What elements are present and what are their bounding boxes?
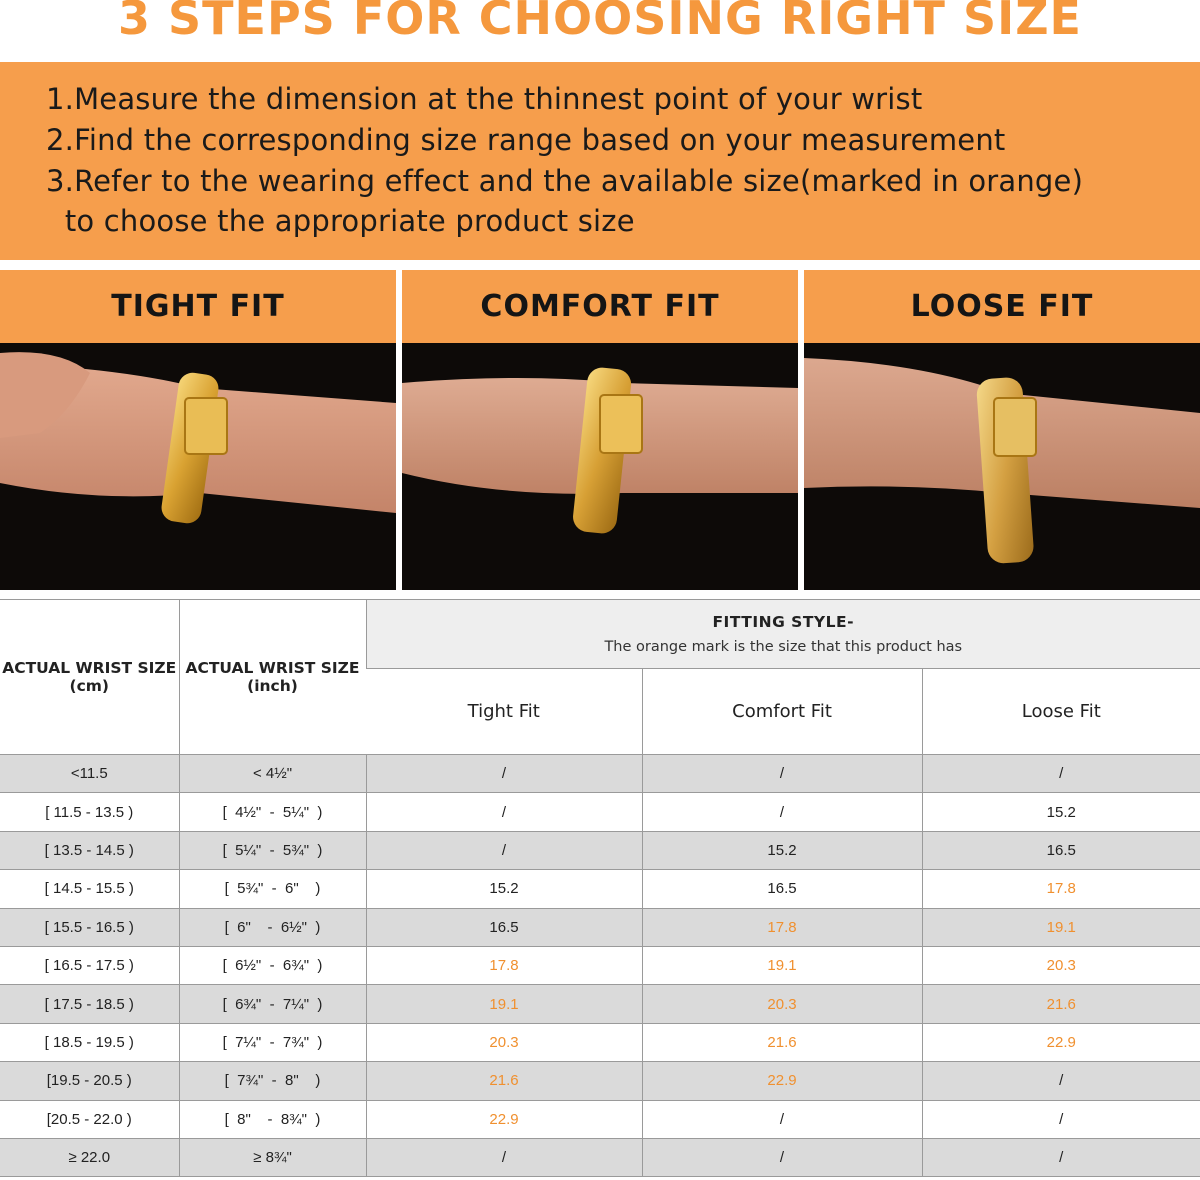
table-row <box>0 985 1200 1023</box>
cell-tight-fit: / <box>366 755 642 793</box>
step-1: 1.Measure the dimension at the thinnest point of your wrist <box>46 82 923 116</box>
column-header-tight-fit: Tight Fit <box>366 669 642 755</box>
table-row <box>0 755 1200 793</box>
cell-loose-fit: 17.8 <box>922 870 1200 908</box>
table-row <box>0 946 1200 984</box>
table-row <box>0 793 1200 831</box>
cell-cm: [ 16.5 - 17.5 ) <box>0 946 179 984</box>
cell-comfort-fit: / <box>642 1138 922 1176</box>
table-row <box>0 908 1200 946</box>
step-3-continued: to choose the appropriate product size <box>46 204 635 238</box>
cell-loose-fit: 20.3 <box>922 946 1200 984</box>
cell-comfort-fit: 19.1 <box>642 946 922 984</box>
cell-tight-fit: 22.9 <box>366 1100 642 1138</box>
comfort-fit-heading: COMFORT FIT <box>402 270 798 343</box>
fitting-style-subtitle: The orange mark is the size that this product has <box>604 639 963 655</box>
cell-comfort-fit: / <box>642 755 922 793</box>
cell-loose-fit: 19.1 <box>922 908 1200 946</box>
cell-comfort-fit: 16.5 <box>642 870 922 908</box>
cell-inch: [ 8" - 8¾" ) <box>179 1100 366 1138</box>
cell-comfort-fit: 22.9 <box>642 1062 922 1100</box>
cell-inch: [ 5¾" - 6" ) <box>179 870 366 908</box>
cell-cm: <11.5 <box>0 755 179 793</box>
column-header-comfort-fit: Comfort Fit <box>642 669 922 755</box>
comfort-fit-panel <box>402 270 798 590</box>
cell-tight-fit: 20.3 <box>366 1023 642 1061</box>
cell-tight-fit: 21.6 <box>366 1062 642 1100</box>
cell-tight-fit: 17.8 <box>366 946 642 984</box>
cell-inch: [ 6½" - 6¾" ) <box>179 946 366 984</box>
cell-tight-fit: / <box>366 793 642 831</box>
fitting-style-header <box>366 600 1200 669</box>
cell-loose-fit: 21.6 <box>922 985 1200 1023</box>
steps-panel <box>0 62 1200 260</box>
cell-cm: [ 17.5 - 18.5 ) <box>0 985 179 1023</box>
tight-fit-heading: TIGHT FIT <box>0 270 396 343</box>
cell-inch: ≥ 8¾" <box>179 1138 366 1176</box>
cell-inch: [ 6" - 6½" ) <box>179 908 366 946</box>
tight-fit-panel <box>0 270 396 590</box>
cell-inch: [ 7¼" - 7¾" ) <box>179 1023 366 1061</box>
loose-fit-heading: LOOSE FIT <box>804 270 1200 343</box>
cell-comfort-fit: 15.2 <box>642 831 922 869</box>
cell-comfort-fit: 20.3 <box>642 985 922 1023</box>
column-header-cm: ACTUAL WRIST SIZE (cm) <box>0 600 179 755</box>
cell-tight-fit: / <box>366 831 642 869</box>
cell-loose-fit: 22.9 <box>922 1023 1200 1061</box>
page-title: 3 STEPS FOR CHOOSING RIGHT SIZE <box>118 0 1082 45</box>
table-row <box>0 1062 1200 1100</box>
step-3: 3.Refer to the wearing effect and the available size(marked in orange) <box>46 164 1084 198</box>
cell-comfort-fit: / <box>642 1100 922 1138</box>
cell-loose-fit: / <box>922 1062 1200 1100</box>
cell-comfort-fit: 21.6 <box>642 1023 922 1061</box>
cell-comfort-fit: / <box>642 793 922 831</box>
table-row <box>0 870 1200 908</box>
cell-loose-fit: 16.5 <box>922 831 1200 869</box>
comfort-fit-photo <box>402 343 798 590</box>
cell-inch: [ 4½" - 5¼" ) <box>179 793 366 831</box>
cell-tight-fit: 16.5 <box>366 908 642 946</box>
cell-loose-fit: / <box>922 755 1200 793</box>
cell-cm: [ 15.5 - 16.5 ) <box>0 908 179 946</box>
cell-cm: [ 14.5 - 15.5 ) <box>0 870 179 908</box>
cell-inch: < 4½" <box>179 755 366 793</box>
cell-cm: ≥ 22.0 <box>0 1138 179 1176</box>
loose-fit-panel <box>804 270 1200 590</box>
cell-inch: [ 6¾" - 7¼" ) <box>179 985 366 1023</box>
cell-cm: [ 13.5 - 14.5 ) <box>0 831 179 869</box>
step-2: 2.Find the corresponding size range based on your measurement <box>46 123 1006 157</box>
cell-comfort-fit: 17.8 <box>642 908 922 946</box>
loose-fit-photo <box>804 343 1200 590</box>
cell-loose-fit: 15.2 <box>922 793 1200 831</box>
cell-inch: [ 7¾" - 8" ) <box>179 1062 366 1100</box>
fitting-style-title: FITTING STYLE- <box>712 613 855 631</box>
cell-cm: [ 11.5 - 13.5 ) <box>0 793 179 831</box>
table-row <box>0 1023 1200 1061</box>
tight-fit-photo <box>0 343 396 590</box>
cell-tight-fit: 15.2 <box>366 870 642 908</box>
column-header-inch: ACTUAL WRIST SIZE (inch) <box>179 600 366 755</box>
cell-inch: [ 5¼" - 5¾" ) <box>179 831 366 869</box>
cell-cm: [20.5 - 22.0 ) <box>0 1100 179 1138</box>
cell-cm: [ 18.5 - 19.5 ) <box>0 1023 179 1061</box>
cell-tight-fit: 19.1 <box>366 985 642 1023</box>
cell-loose-fit: / <box>922 1138 1200 1176</box>
cell-tight-fit: / <box>366 1138 642 1176</box>
cell-loose-fit: / <box>922 1100 1200 1138</box>
cell-cm: [19.5 - 20.5 ) <box>0 1062 179 1100</box>
column-header-loose-fit: Loose Fit <box>922 669 1200 755</box>
table-row <box>0 1100 1200 1138</box>
table-row <box>0 831 1200 869</box>
size-table <box>0 599 1200 1180</box>
table-row <box>0 1138 1200 1176</box>
